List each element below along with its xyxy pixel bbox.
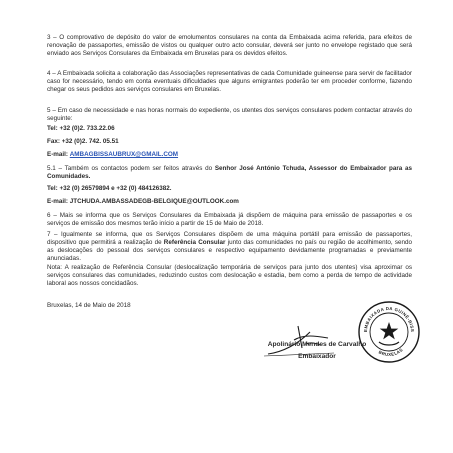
paragraph-5-1: 5.1 – Também os contactos podem ser feitos através do Senhor José António Tchuda, Assessor do Embaixador para as Comunidades. <box>47 165 413 180</box>
advisor-email: E-mail: JTCHUDA.AMBASSADEGB-BELGIQUE@OUTLOOK.com <box>47 198 239 205</box>
paragraph-4: 4 – A Embaixada solicita a colaboração das Associações representativas de cada Comunidade guineense para servir de facilitador caso for necessário, tendo em conta eventuais dificuldades que alguns emigrantes poderão ter em proceder conforme, fazendo chegar os seus pedidos aos serviços consulares em Bruxelas. <box>47 70 412 93</box>
svg-text:BRUXELAS: BRUXELAS <box>377 347 404 358</box>
embassy-fax: Fax: +32 (0)2. 742. 05.51 <box>47 138 119 145</box>
advisor-phone: Tel: +32 (0) 26579894 e +32 (0) 484126382. <box>47 185 172 192</box>
svg-text:EMBAIXADA DA GUINÉ-BISSAU: EMBAIXADA DA GUINÉ-BISS <box>362 305 416 333</box>
embassy-email: E-mail: AMBAGBISSAUBRUX@GMAIL.COM <box>47 151 179 158</box>
embassy-email-link[interactable]: AMBAGBISSAUBRUX@GMAIL.COM <box>69 151 179 158</box>
note-paragraph: Nota: A realização de Referência Consular (deslocalização temporária de serviços para junto dos utentes) visa aproximar os serviços consulares das comunidades, reduzindo custos com deslocação e estadia, bem como a perda de tempo de actividade laboral aos nossos concidadãos. <box>47 264 412 287</box>
paragraph-6: 6 – Mais se informa que os Serviços Consulares da Embaixada já dispõem de máquina para emissão de passaportes e os serviços de emissão dos mesmos terão início a partir de 15 de Maio de 2018. <box>47 212 412 227</box>
place-date: Bruxelas, 14 de Maio de 2018 <box>47 302 131 309</box>
embassy-phone: Tel: +32 (0)2. 733.22.06 <box>47 125 115 132</box>
signatory-title: Embaixador <box>298 353 336 360</box>
paragraph-3: 3 – O comprovativo de depósito do valor de emolumentos consulares na conta da Embaixada acima referida, para efeitos de renovação de passaportes, emissão de vistos ou qualquer outro acto consular, deverá ser junto no envelope registado que será enviado aos Serviços Consulares da Embaixada em Bruxelas para os devidos efeitos. <box>47 34 412 57</box>
signatory-name: Apolinário Mendes de Carvalho <box>267 341 367 348</box>
paragraph-5: 5 – Em caso de necessidade e nas horas normais do expediente, os utentes dos serviços consulares podem contactar através do seguinte: <box>47 107 412 122</box>
paragraph-7: 7 – Igualmente se informa, que os Serviços Consulares dispõem de uma máquina portátil para emissão de passaportes, dispositivo que permitirá a realização de Referência Consular junto das comunidades no país ou região de acolhimento, sendo as deslocações do pessoal dos serviços consulares e respectivo equipamento devidamente programadas e previamente anunciadas. <box>47 231 413 262</box>
star-icon <box>380 322 399 339</box>
